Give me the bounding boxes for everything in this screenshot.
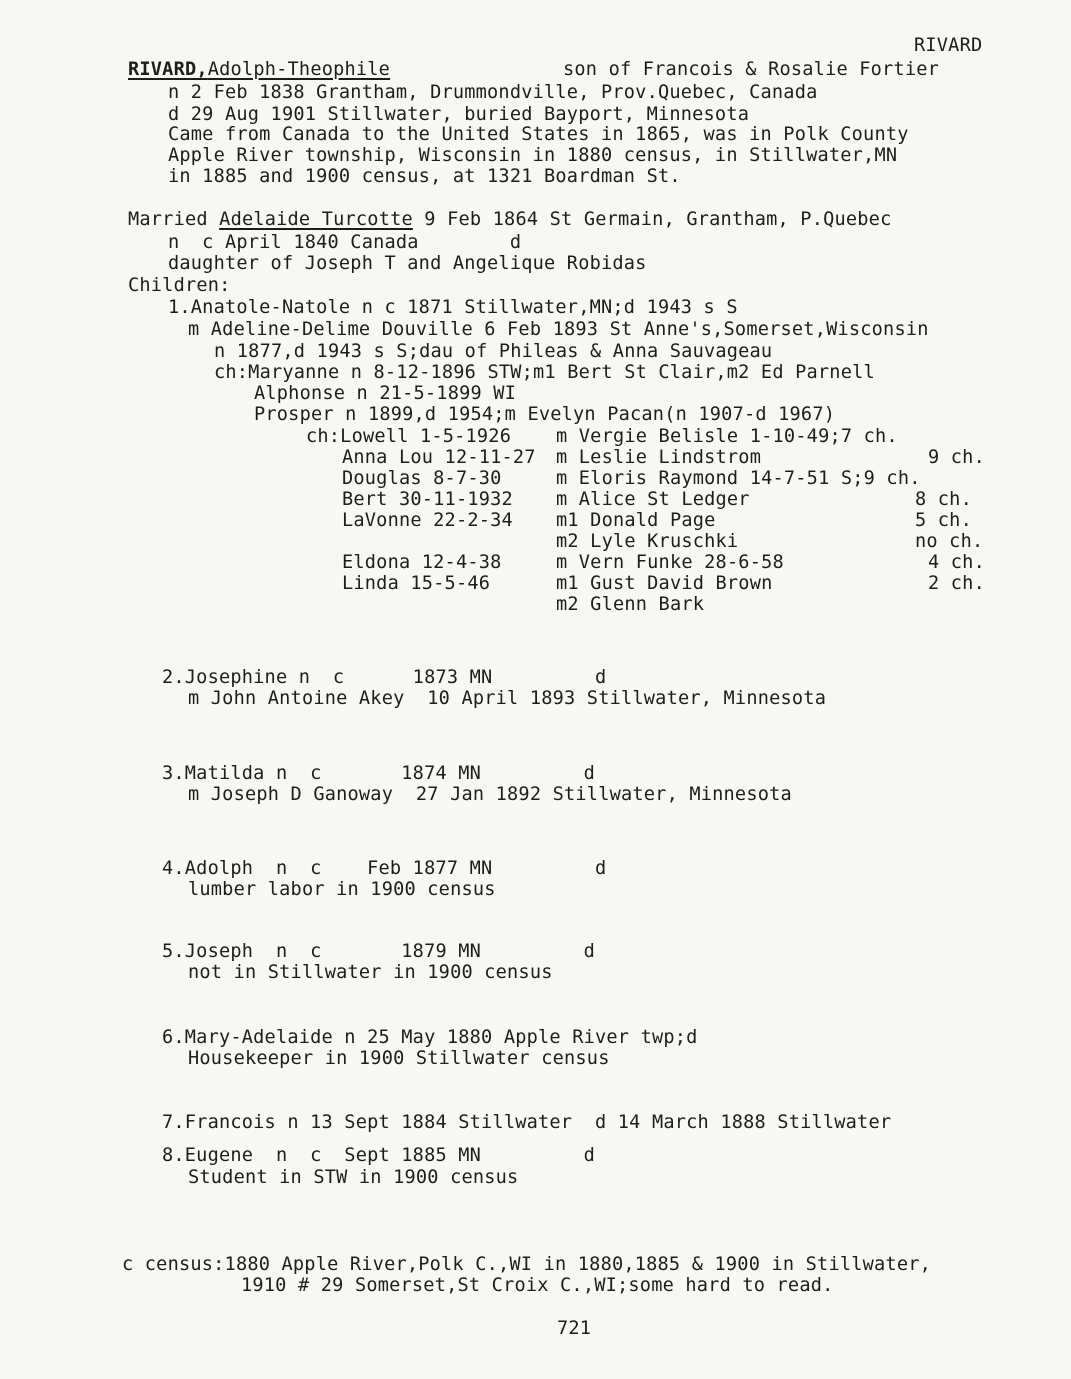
grandchild-entry: Prosper n 1899,d 1954;m Evelyn Pacan(n 1907-d 1967) [254,404,836,425]
great-grandchild-spouse: m Alice St Ledger [556,489,750,510]
child-entry: 3.Matilda n c 1874 MN d [162,763,595,784]
child-entry: 6.Mary-Adelaide n 25 May 1880 Apple River twp;d [162,1027,698,1048]
child-detail: Student in STW in 1900 census [188,1167,519,1188]
child-entry: 1.Anatole-Natole n c 1871 Stillwater,MN;d 1943 s S [168,297,738,318]
subject-surname: RIVARD, [128,59,208,80]
great-grandchild-spouse: m2 Glenn Bark [556,594,705,615]
child-detail: lumber labor in 1900 census [188,879,496,900]
child-entry: 2.Josephine n c 1873 MN d [162,667,607,688]
child-detail: m Joseph D Ganoway 27 Jan 1892 Stillwater, Minnesota [188,784,792,805]
child-entry: 5.Joseph n c 1879 MN d [162,941,595,962]
child-entry: 8.Eugene n c Sept 1885 MN d [162,1145,595,1166]
great-grandchild-spouse: m1 Gust David Brown [556,573,773,594]
children-label: Children: [128,275,231,296]
great-grandchild-name: Anna Lou 12-11-27 [342,447,536,468]
footnote-line: 1910 # 29 Somerset,St Croix C.,WI;some hard to read. [241,1275,834,1296]
great-grandchild-spouse: m Vern Funke 28-6-58 [556,552,784,573]
grandchild-entry: Alphonse n 21-5-1899 WI [254,383,517,404]
bio-line: Apple River township, Wisconsin in 1880 census, in Stillwater,MN [168,145,898,166]
great-grandchild-spouse: m2 Lyle Kruschki [556,531,739,552]
child-detail: m John Antoine Akey 10 April 1893 Stillwater, Minnesota [188,688,827,709]
child-spouse-detail: n 1877,d 1943 s S;dau of Phileas & Anna Sauvageau [214,341,773,362]
bio-line: n 2 Feb 1838 Grantham, Drummondville, Prov.Quebec, Canada [168,82,818,103]
great-grandchild-spouse: m Eloris Raymond 14-7-51 S;9 ch. [556,468,921,489]
spouse-birth: n c April 1840 Canada d [168,232,522,253]
great-grandchild-spouse: m1 Donald Page [556,510,716,531]
great-grandchild-children: 2 ch. [928,573,985,594]
great-grandchild-name: Bert 30-11-1932 [342,489,513,510]
spouse-name: Adelaide Turcotte [219,209,413,230]
spouse-parents: daughter of Joseph T and Angelique Robidas [168,253,647,274]
marriage-details: 9 Feb 1864 St Germain, Grantham, P.Quebec [424,209,892,230]
grandchild-entry: ch:Maryanne n 8-12-1896 STW;m1 Bert St Clair,m2 Ed Parnell [214,362,875,383]
great-grandchild-spouse: m Leslie Lindstrom [556,447,762,468]
marriage-line [128,209,891,231]
great-grandchild-name: Douglas 8-7-30 [342,468,502,489]
subject-parents: son of Francois & Rosalie Fortier [563,59,940,80]
great-grandchild-children: 5 ch. [915,510,972,531]
page-number: 721 [557,1318,592,1339]
bio-line: Came from Canada to the United States in 1865, was in Polk County [168,124,909,145]
great-grandchild-name: Linda 15-5-46 [342,573,491,594]
great-grandchild-name: LaVonne 22-2-34 [342,510,513,531]
great-grandchild-name: ch:Lowell 1-5-1926 [306,426,512,447]
child-entry: 7.Francois n 13 Sept 1884 Stillwater d 14 March 1888 Stillwater [162,1112,892,1133]
footnote-line: c census:1880 Apple River,Polk C.,WI in 1880,1885 & 1900 in Stillwater, [122,1254,932,1275]
child-detail: not in Stillwater in 1900 census [188,962,553,983]
great-grandchild-name: Eldona 12-4-38 [342,552,502,573]
bio-line: in 1885 and 1900 census, at 1321 Boardman St. [168,166,681,187]
bio-line: d 29 Aug 1901 Stillwater, buried Bayport, Minnesota [168,104,750,125]
subject-name [128,59,390,81]
great-grandchild-children: 8 ch. [915,489,972,510]
corner-surname: RIVARD [914,35,983,56]
great-grandchild-children: no ch. [915,531,984,552]
great-grandchild-children: 4 ch. [928,552,985,573]
child-entry: 4.Adolph n c Feb 1877 MN d [162,858,607,879]
subject-given-name: Adolph-Theophile [207,59,391,80]
child-marriage: m Adeline-Delime Douville 6 Feb 1893 St Anne's,Somerset,Wisconsin [188,319,929,340]
great-grandchild-spouse: m Vergie Belisle 1-10-49;7 ch. [556,426,898,447]
marriage-prefix: Married [128,209,208,230]
great-grandchild-children: 9 ch. [928,447,985,468]
child-detail: Housekeeper in 1900 Stillwater census [188,1048,610,1069]
